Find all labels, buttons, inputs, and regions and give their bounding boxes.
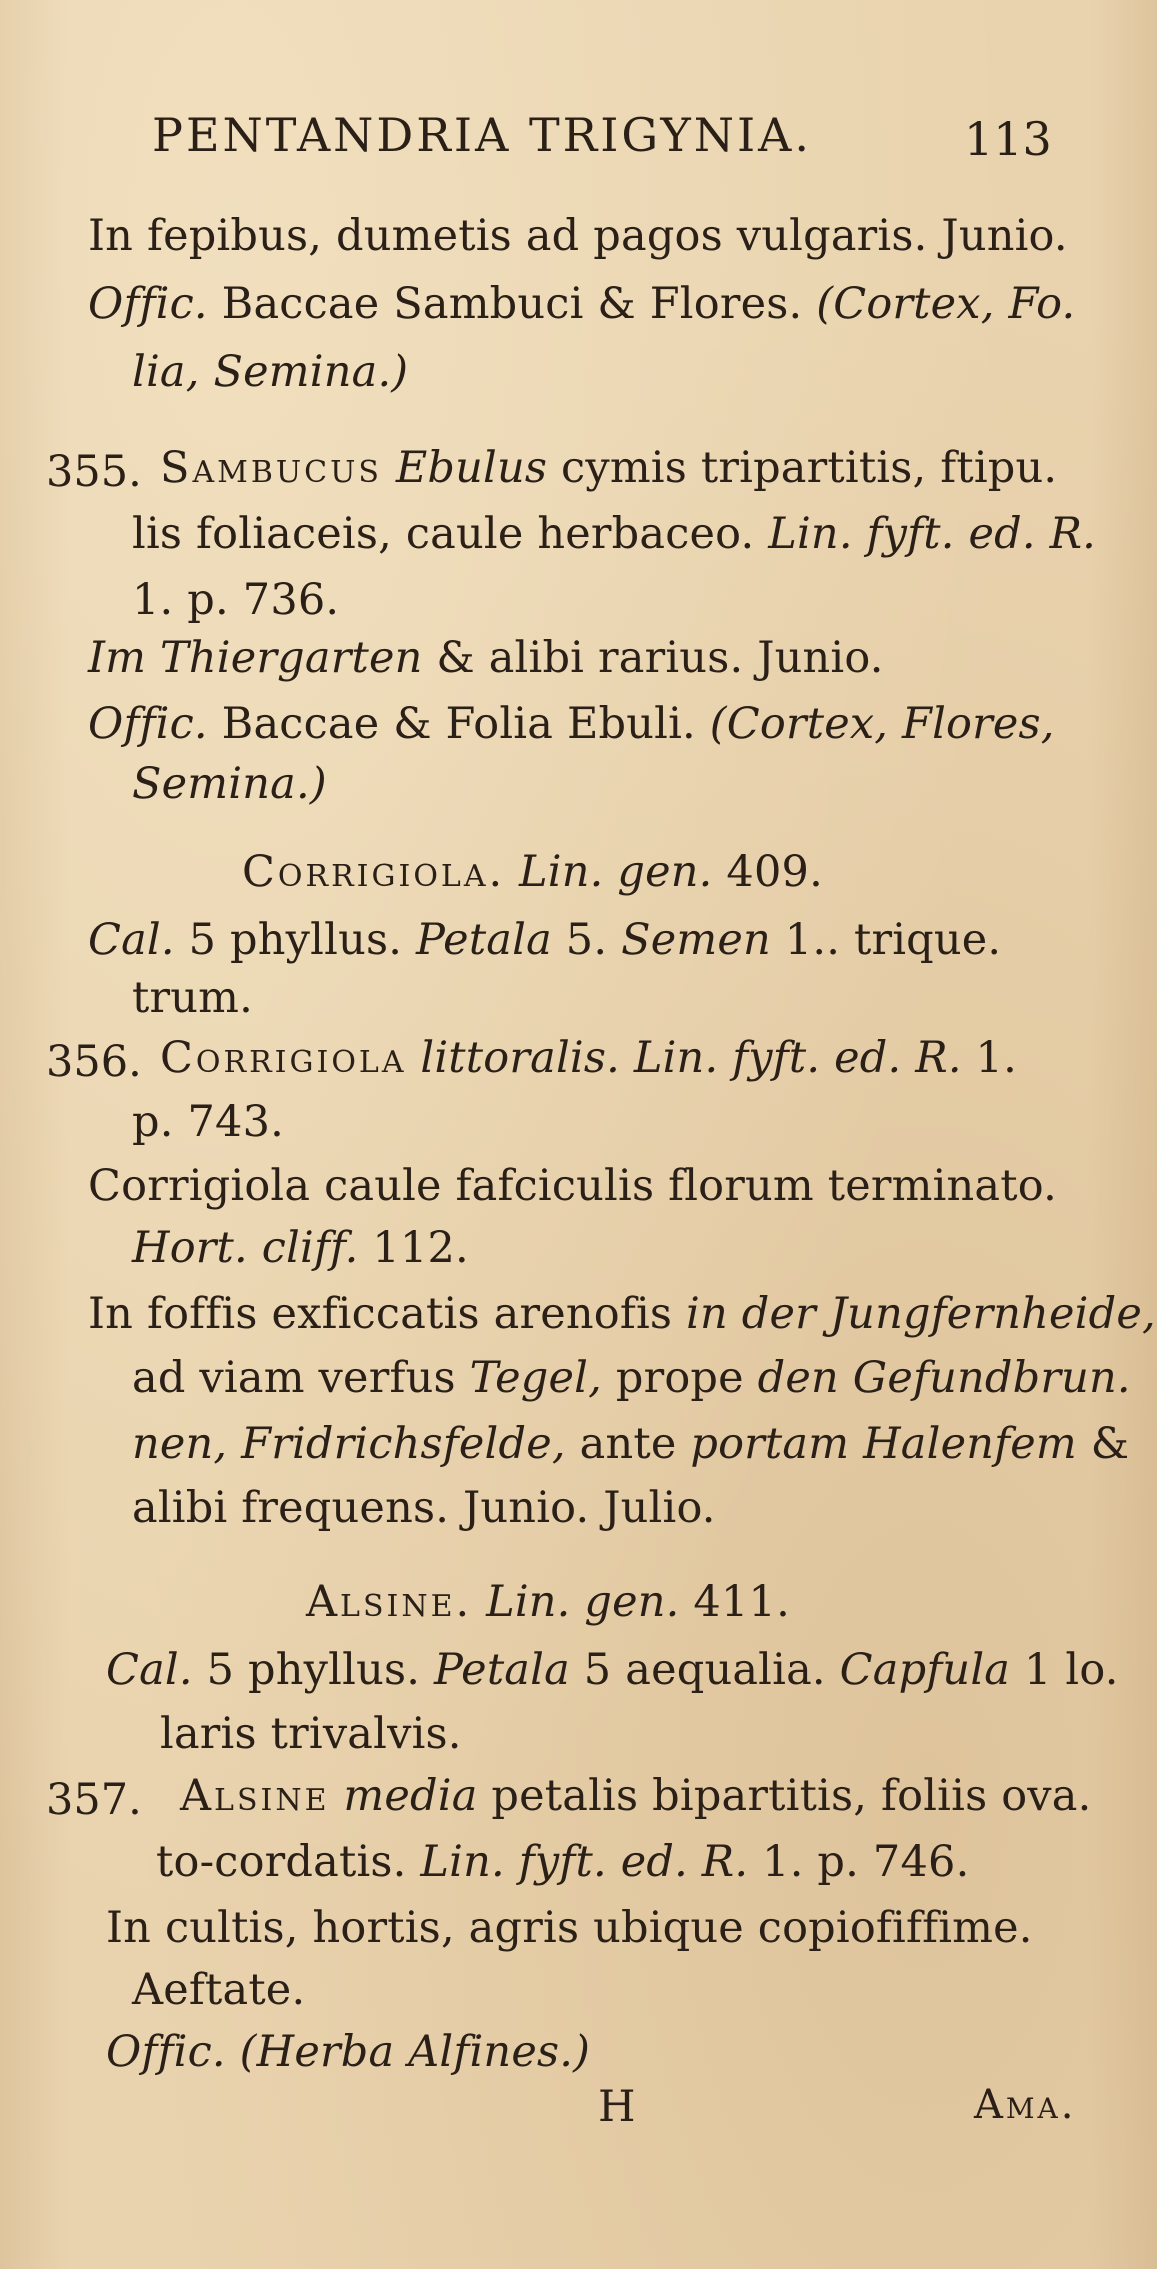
entry-number: 357. [46, 1775, 142, 1825]
text-line [132, 1220, 469, 1276]
text-run: Aeftate. [132, 1965, 306, 2015]
text-line [132, 344, 408, 400]
text-run: Petala [433, 1645, 570, 1695]
text-run: Corrigiola caule fafciculis florum terminato. [88, 1161, 1057, 1211]
text-line [88, 276, 1075, 332]
text-run: lis foliaceis, caule herbaceo. [132, 509, 769, 559]
text-run: 5 phyllus. [174, 915, 416, 965]
text-line [180, 1768, 1092, 1824]
text-run: Semen [621, 915, 771, 965]
text-run: Baccae Sambuci & Flores. [207, 279, 817, 329]
text-line [132, 1350, 1131, 1406]
text-line [132, 970, 253, 1026]
text-line [106, 2024, 590, 2080]
text-run: 5 phyllus. [192, 1645, 434, 1695]
text-run: prope [601, 1353, 758, 1403]
text-line [160, 440, 1057, 496]
text-run: Offic. (Herba Alfines.) [106, 2027, 591, 2077]
text-line [132, 572, 339, 628]
text-run: Cal. [106, 1645, 193, 1695]
text-run: trum. [132, 973, 253, 1023]
text-line [160, 1030, 1017, 1086]
text-run: Im Thiergarten [88, 633, 423, 683]
text-run: (Cortex, Fo. [816, 279, 1076, 329]
text-run: Lin. gen. [472, 1577, 680, 1627]
text-line [88, 696, 1055, 752]
text-run: Ebulus [381, 443, 548, 493]
genus-heading [242, 844, 823, 900]
text-run: alibi frequens. Junio. Julio. [132, 1483, 716, 1533]
text-run: 409. [712, 847, 823, 897]
text-run: 1. [961, 1033, 1017, 1083]
text-run: Offic. [88, 279, 208, 329]
text-line [132, 1480, 716, 1536]
text-line [156, 1834, 969, 1890]
text-run: Tegel, [469, 1353, 602, 1403]
text-run: Alsine. [306, 1577, 473, 1627]
text-run: 411. [679, 1577, 790, 1627]
text-run: Cal. [88, 915, 175, 965]
page-number: 113 [964, 112, 1052, 166]
text-run: to-cordatis. [156, 1837, 421, 1887]
text-run: (Cortex, Flores, [709, 699, 1055, 749]
text-run: petalis bipartitis, foliis ova. [477, 1771, 1092, 1821]
text-run: Corrigiola. [242, 847, 506, 897]
text-run: Semina.) [132, 759, 327, 809]
text-run: cymis tripartitis, ftipu. [547, 443, 1058, 493]
text-line [88, 630, 884, 686]
text-line [88, 208, 1068, 264]
text-line [132, 1962, 305, 2018]
catchword: Ama. [974, 2082, 1077, 2128]
text-run: 5. [551, 915, 622, 965]
running-head: PENTANDRIA TRIGYNIA. [152, 108, 812, 162]
text-run: 1. p. 746. [748, 1837, 970, 1887]
text-run: 1 lo. [1010, 1645, 1119, 1695]
text-run: Alsine [180, 1771, 330, 1821]
text-run: media [329, 1771, 478, 1821]
text-run: den Gefundbrun. [757, 1353, 1131, 1403]
signature-mark: H [598, 2082, 636, 2132]
text-run: Lin. fyft. ed. R. [420, 1837, 749, 1887]
text-line [132, 1416, 1129, 1472]
text-run: in der Jungfernheide, [686, 1289, 1156, 1339]
text-run: nen, Fridrichsfelde, [132, 1419, 566, 1469]
text-line [88, 1158, 1057, 1214]
text-run: ante [565, 1419, 691, 1469]
entry-number: 356. [46, 1037, 142, 1087]
text-run: Baccae & Folia Ebuli. [207, 699, 710, 749]
text-line [132, 756, 327, 812]
text-line [106, 1900, 1033, 1956]
text-run: Hort. cliff. [132, 1223, 359, 1273]
text-run: Lin. gen. [505, 847, 713, 897]
text-run: 1. p. 736. [132, 575, 340, 625]
text-run: littoralis. Lin. fyft. ed. R. [406, 1033, 962, 1083]
text-run: In fepibus, dumetis ad pagos vulgaris. Junio. [88, 211, 1068, 261]
text-run: Capfula [839, 1645, 1011, 1695]
text-run: 5 aequalia. [569, 1645, 840, 1695]
text-run: & [1076, 1419, 1130, 1469]
text-line [160, 1706, 462, 1762]
text-run: ad viam verfus [132, 1353, 470, 1403]
text-line [132, 1094, 284, 1150]
text-run: laris trivalvis. [160, 1709, 462, 1759]
text-run: Petala [415, 915, 552, 965]
text-line [88, 912, 1001, 968]
text-run: portam Halenfem [690, 1419, 1077, 1469]
text-line [132, 506, 1096, 562]
text-run: In foffis exficcatis arenofis [88, 1289, 687, 1339]
text-run: Lin. fyft. ed. R. [768, 509, 1097, 559]
text-run: Corrigiola [160, 1033, 407, 1083]
text-run: 1.. trique. [770, 915, 1002, 965]
text-line [88, 1286, 1156, 1342]
text-run: lia, Semina.) [132, 347, 409, 397]
text-line [106, 1642, 1119, 1698]
text-run: 112. [358, 1223, 469, 1273]
text-run: In cultis, hortis, agris ubique copiofiffime. [106, 1903, 1033, 1953]
text-run: & alibi rarius. Junio. [422, 633, 884, 683]
entry-number: 355. [46, 447, 142, 497]
genus-heading [306, 1574, 790, 1630]
text-run: p. 743. [132, 1097, 285, 1147]
text-run: Sambucus [160, 443, 382, 493]
text-run: Offic. [88, 699, 208, 749]
